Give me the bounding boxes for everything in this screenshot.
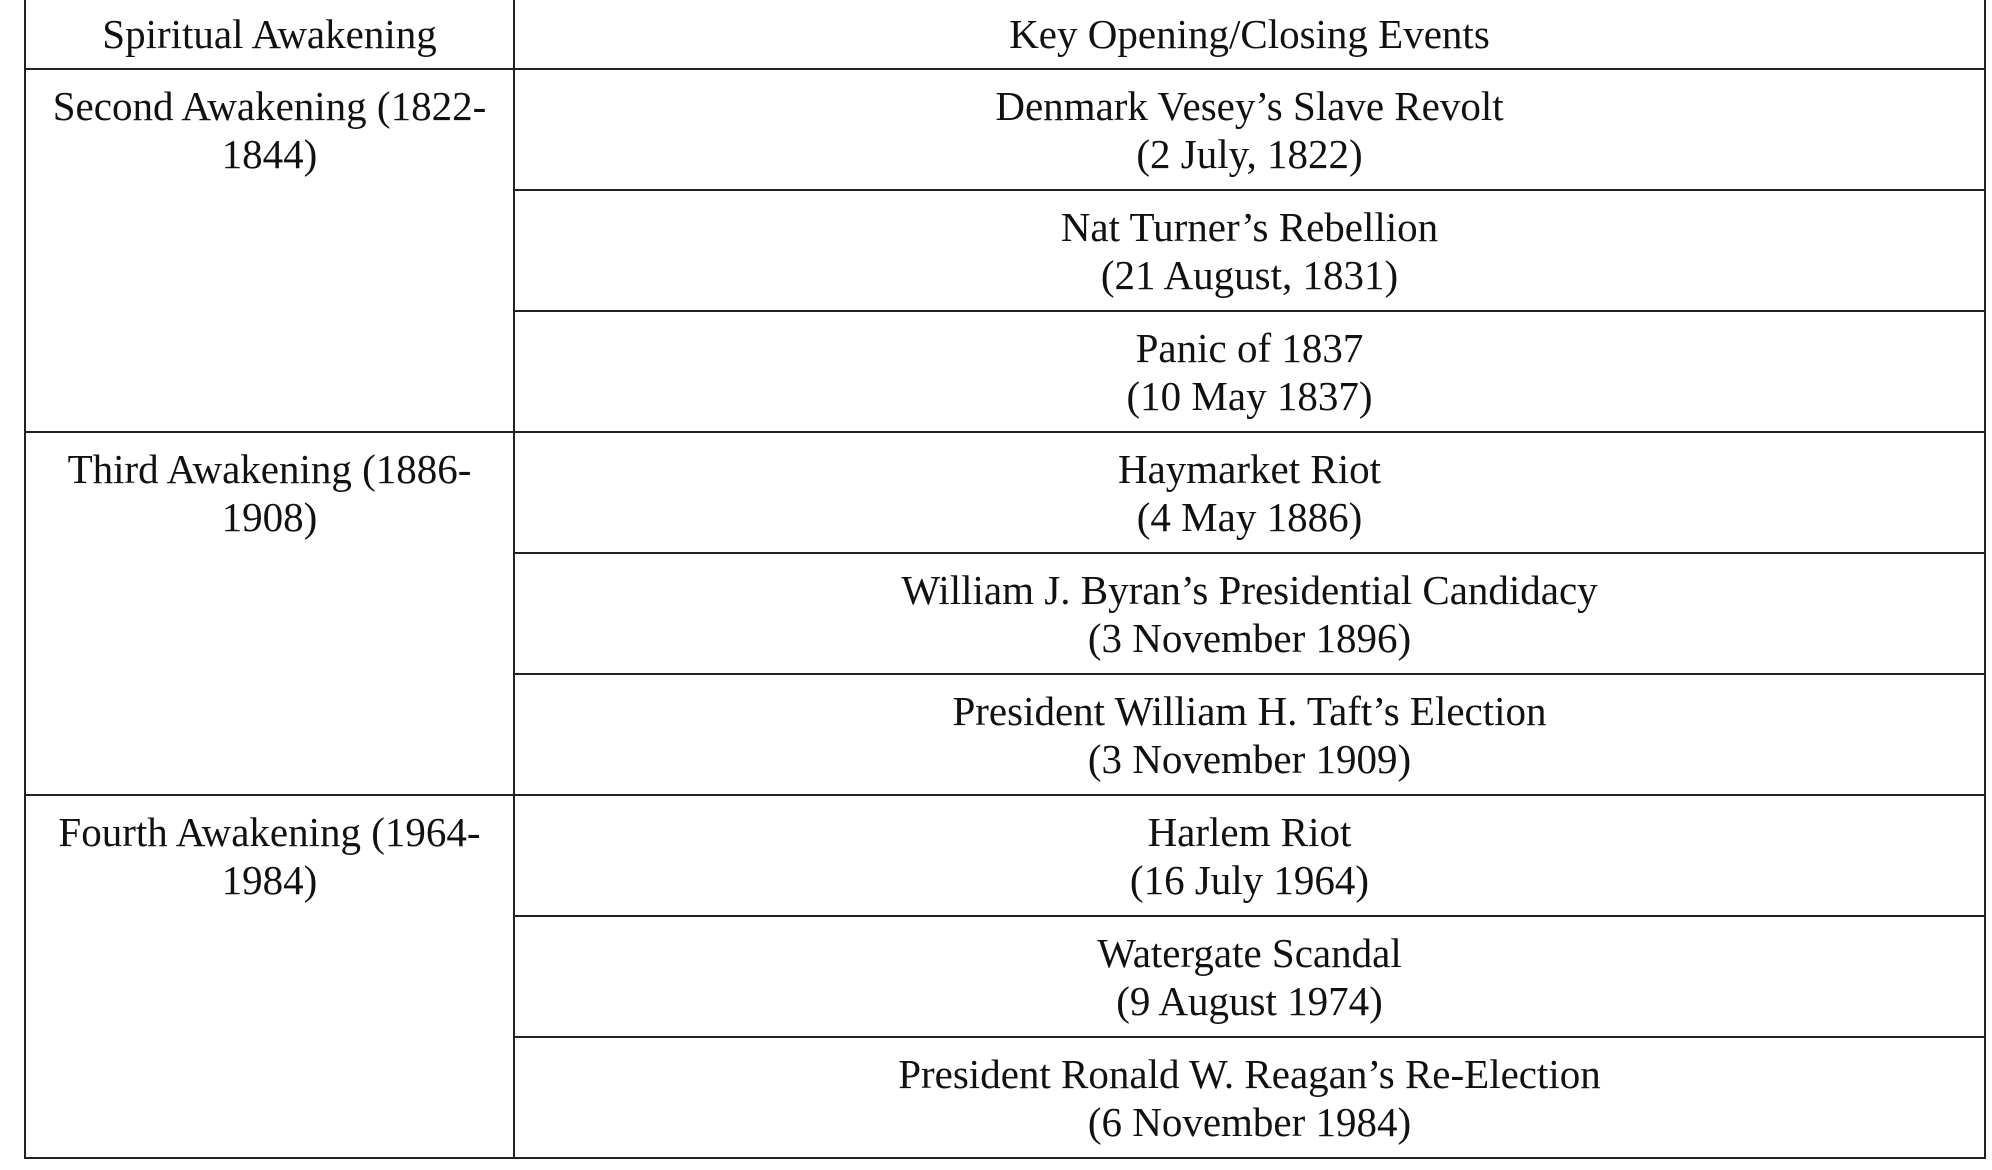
header-awakening: Spiritual Awakening: [25, 0, 514, 69]
header-row: [25, 0, 1985, 69]
header-events: Key Opening/Closing Events: [514, 0, 1985, 69]
event-cell: [514, 432, 1985, 553]
table-row: [25, 795, 1985, 916]
event-cell: [514, 1037, 1985, 1158]
event-date: (6 November 1984): [1087, 1099, 1412, 1145]
event-date: (3 November 1896): [1087, 615, 1412, 661]
event-date: (9 August 1974): [1116, 978, 1383, 1024]
table-row: [25, 432, 1985, 553]
event-title: Panic of 1837: [1135, 325, 1364, 371]
event-title: Harlem Riot: [1147, 809, 1352, 855]
event-date: (2 July, 1822): [1136, 131, 1363, 177]
awakening-name: Second Awakening (1822-1844): [25, 69, 514, 432]
event-cell: [514, 553, 1985, 674]
event-cell: [514, 190, 1985, 311]
event-cell: [514, 69, 1985, 190]
table-row: [25, 69, 1985, 190]
awakening-name: Fourth Awakening (1964-1984): [25, 795, 514, 1158]
event-cell: [514, 795, 1985, 916]
event-title: Nat Turner’s Rebellion: [1060, 204, 1439, 250]
event-date: (16 July 1964): [1129, 857, 1370, 903]
event-title: Denmark Vesey’s Slave Revolt: [995, 83, 1504, 129]
event-date: (21 August, 1831): [1100, 252, 1399, 298]
event-cell: [514, 916, 1985, 1037]
event-cell: [514, 674, 1985, 795]
event-date: (3 November 1909): [1087, 736, 1412, 782]
event-title: Watergate Scandal: [1097, 930, 1402, 976]
awakening-name: Third Awakening (1886-1908): [25, 432, 514, 795]
event-date: (10 May 1837): [1126, 373, 1373, 419]
awakenings-table: [24, 0, 1986, 1159]
event-title: Haymarket Riot: [1117, 446, 1382, 492]
event-title: President Ronald W. Reagan’s Re-Election: [898, 1051, 1601, 1097]
event-cell: [514, 311, 1985, 432]
event-title: William J. Byran’s Presidential Candidacy: [901, 567, 1598, 613]
event-title: President William H. Taft’s Election: [952, 688, 1547, 734]
event-date: (4 May 1886): [1136, 494, 1363, 540]
